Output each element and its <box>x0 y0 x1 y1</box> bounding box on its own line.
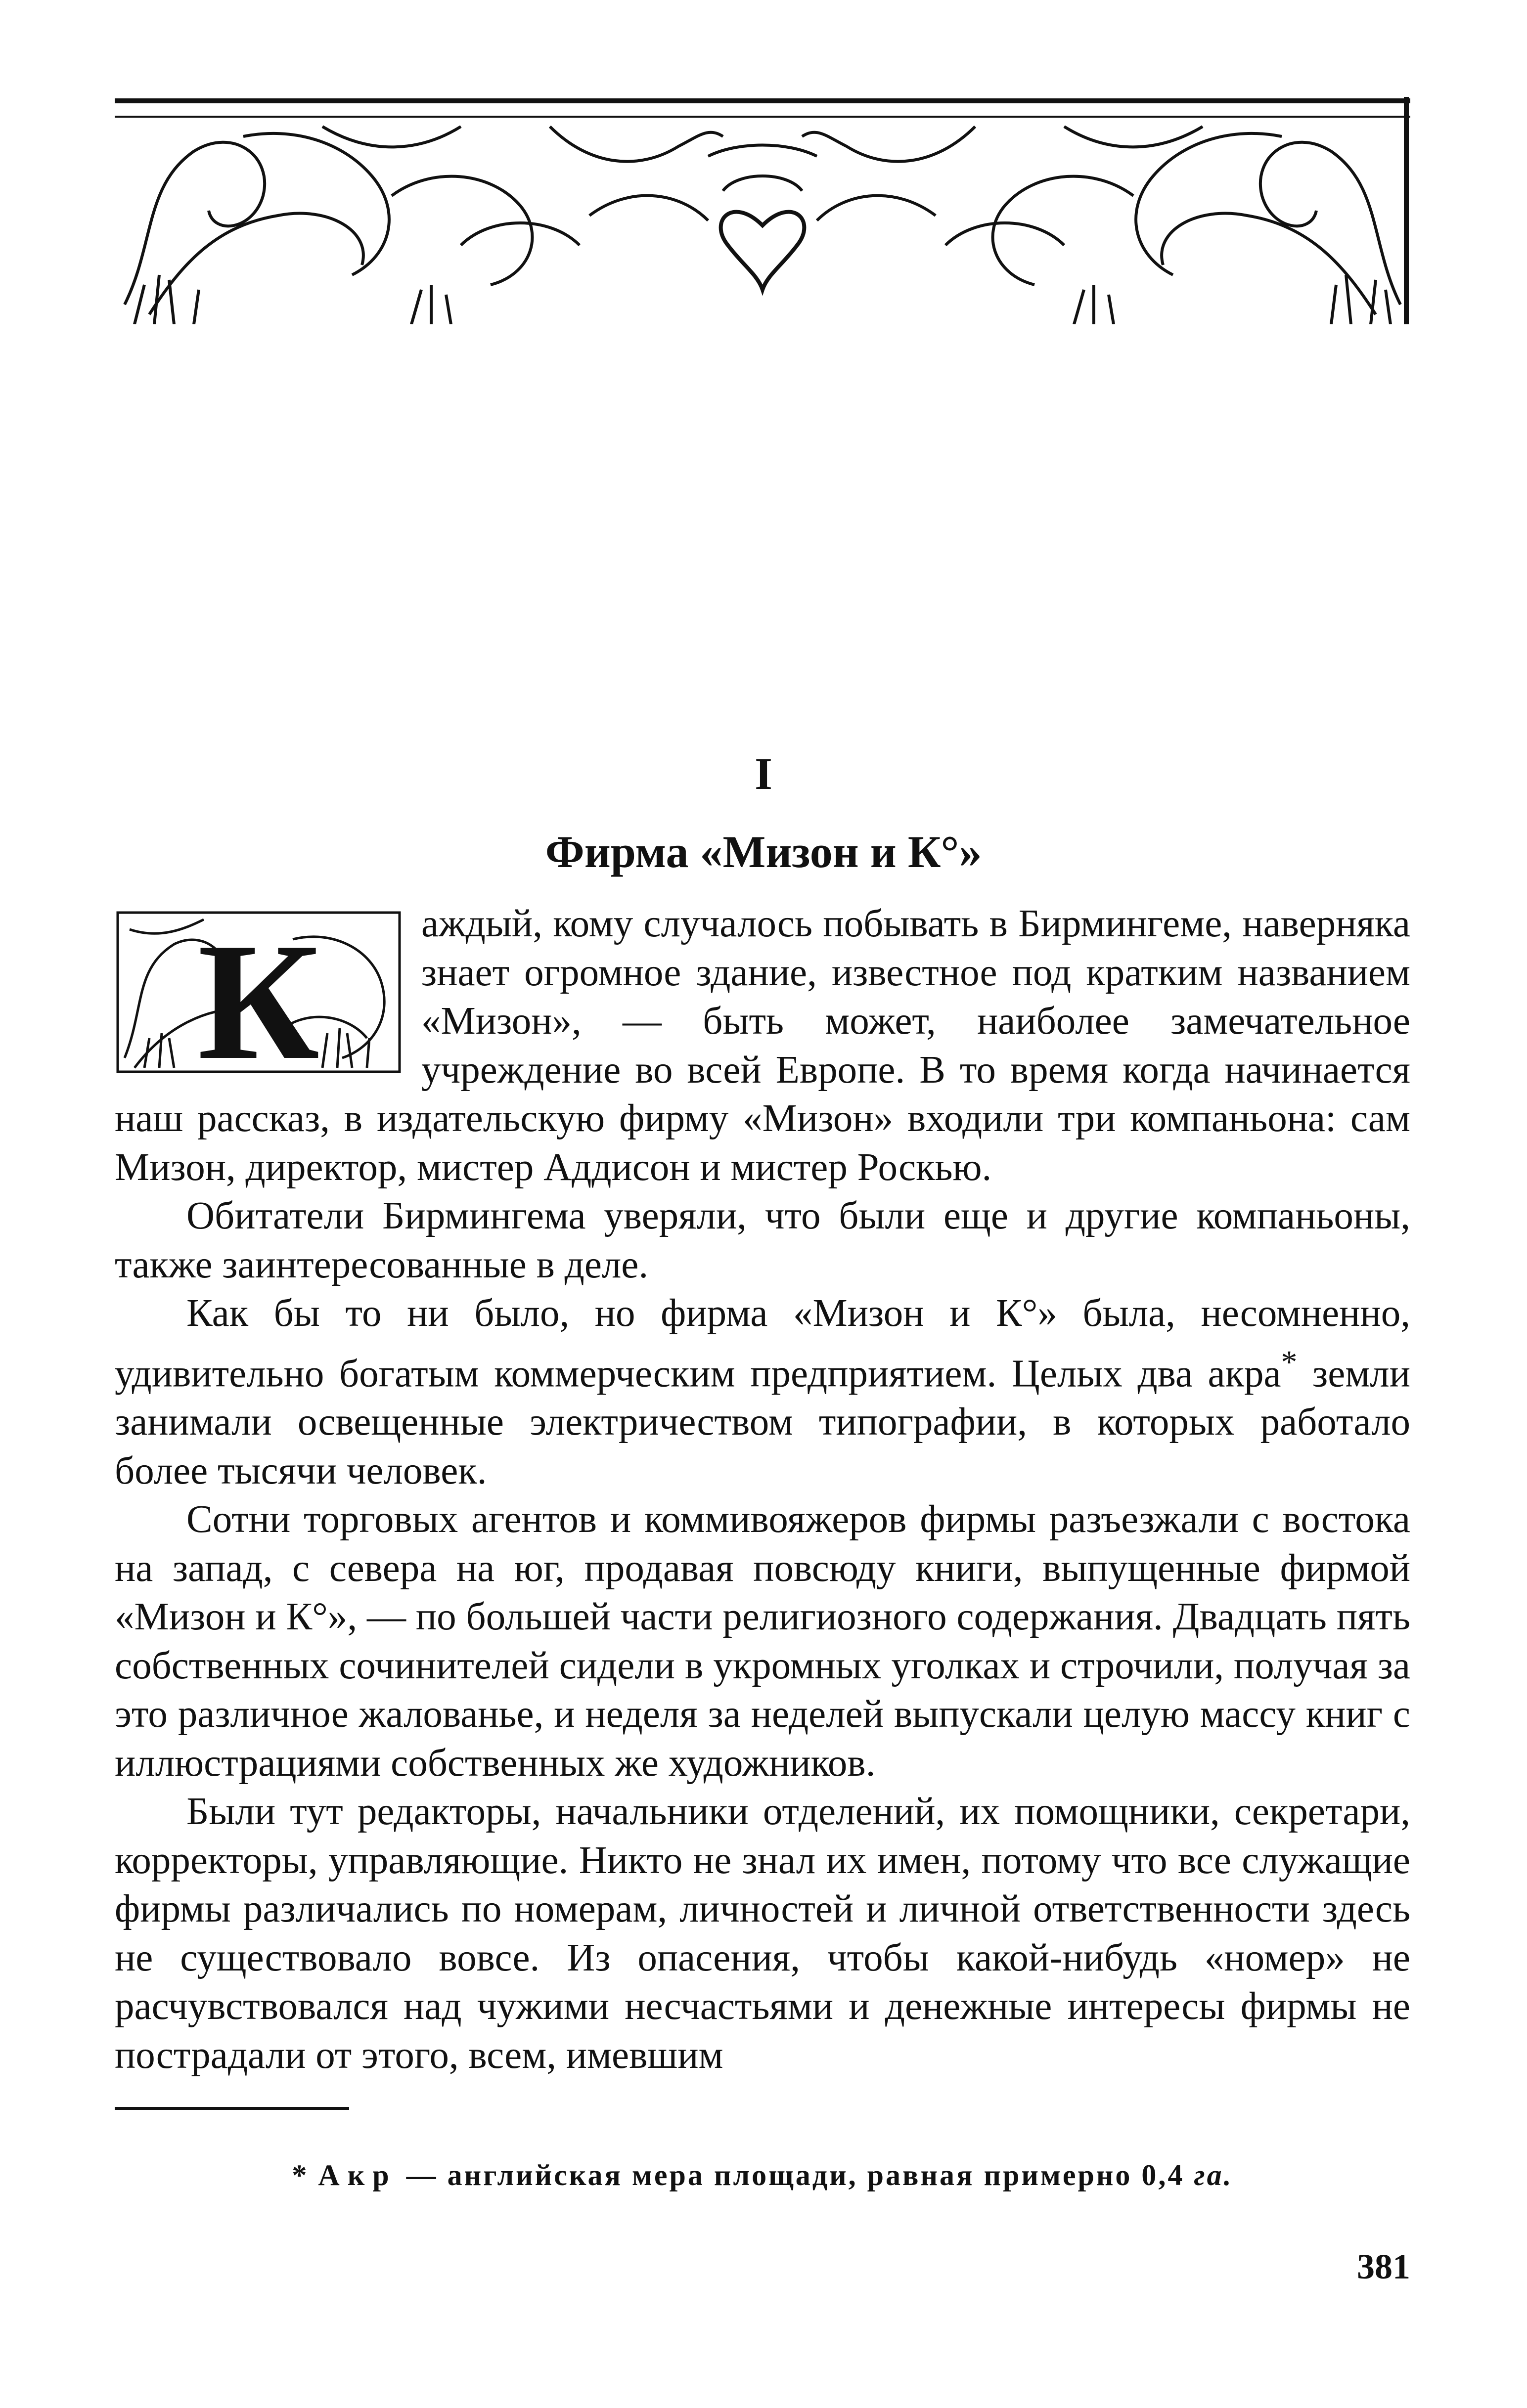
paragraph-text: Сотни торговых агентов и коммивояжеров фирмы разъезжали с востока на запад, с севера на юг, продавая повсюду книги, выпущенные фирмой «Мизон и К°», — по большей части религиозного содержания. Двадцать пять собственных сочинителей сидели в укромных уголках и строчили, получая за это различное жалованье, и неделя за неделей выпускали целую массу книг с иллюстрациями собственных же художников. <box>115 1498 1410 1785</box>
footnote <box>115 2155 1410 2195</box>
chapter-title: Фирма «Мизон и К°» <box>545 827 982 877</box>
footnote-dash: — <box>406 2159 438 2191</box>
footnote-marker: * <box>292 2159 309 2191</box>
drop-cap-letter: К <box>197 910 320 1075</box>
floral-headpiece-icon <box>115 97 1410 324</box>
paragraph-text: Обитатели Бирмингема уверяли, что были еще и другие компаньоны, также заинтересованные в деле. <box>115 1194 1410 1286</box>
chapter-body <box>115 900 1410 2080</box>
paragraph-text: Как бы то ни было, но фирма «Мизон и К°» была, несомненно, удивительно богатым коммерческим предприятием. Целых два акра <box>115 1292 1410 1395</box>
page-number: 381 <box>1357 2247 1410 2286</box>
footnote-unit: га. <box>1194 2159 1233 2191</box>
ornamental-drop-cap-icon <box>115 910 403 1075</box>
paragraph <box>115 1495 1410 1788</box>
paragraph-text: Были тут редакторы, начальники отделений, их помощники, секретари, корректоры, управляющие. Никто не знал их имен, потому что все служащие фирмы различались по номерам, личностей и личной ответственности здесь не существовало вовсе. Из опасения, чтобы какой-нибудь «номер» не расчувствовался над чужими несчастьями и денежные интересы фирмы не пострадали от этого, всем, имевшим <box>115 1790 1410 2077</box>
paragraph <box>115 1788 1410 2080</box>
chapter-number: I <box>755 748 772 799</box>
paragraph <box>115 1289 1410 1495</box>
footnote-reference: * <box>1281 1344 1298 1380</box>
paragraph-text: земли занимали освещенные электричеством типографии, в которых работало более тысячи человек. <box>115 1352 1410 1492</box>
footnote-rule <box>115 2107 349 2110</box>
paragraph <box>115 1192 1410 1289</box>
footnote-term: Акр <box>318 2159 397 2191</box>
paragraph-text: аждый, кому случалось побывать в Бирмингеме, наверняка знает огромное здание, известное под кратким названием «Мизон», — быть может, наиболее замечательное учреждение во всей Европе. В то время когда начинается наш рассказ, в издательскую фирму «Мизон» входили три компаньона: сам Мизон, директор, мистер Аддисон и мистер Роскью. <box>115 902 1410 1189</box>
paragraph-list <box>115 900 1410 2080</box>
footnote-text: английская мера площади, равная примерно 0,4 <box>447 2159 1185 2191</box>
